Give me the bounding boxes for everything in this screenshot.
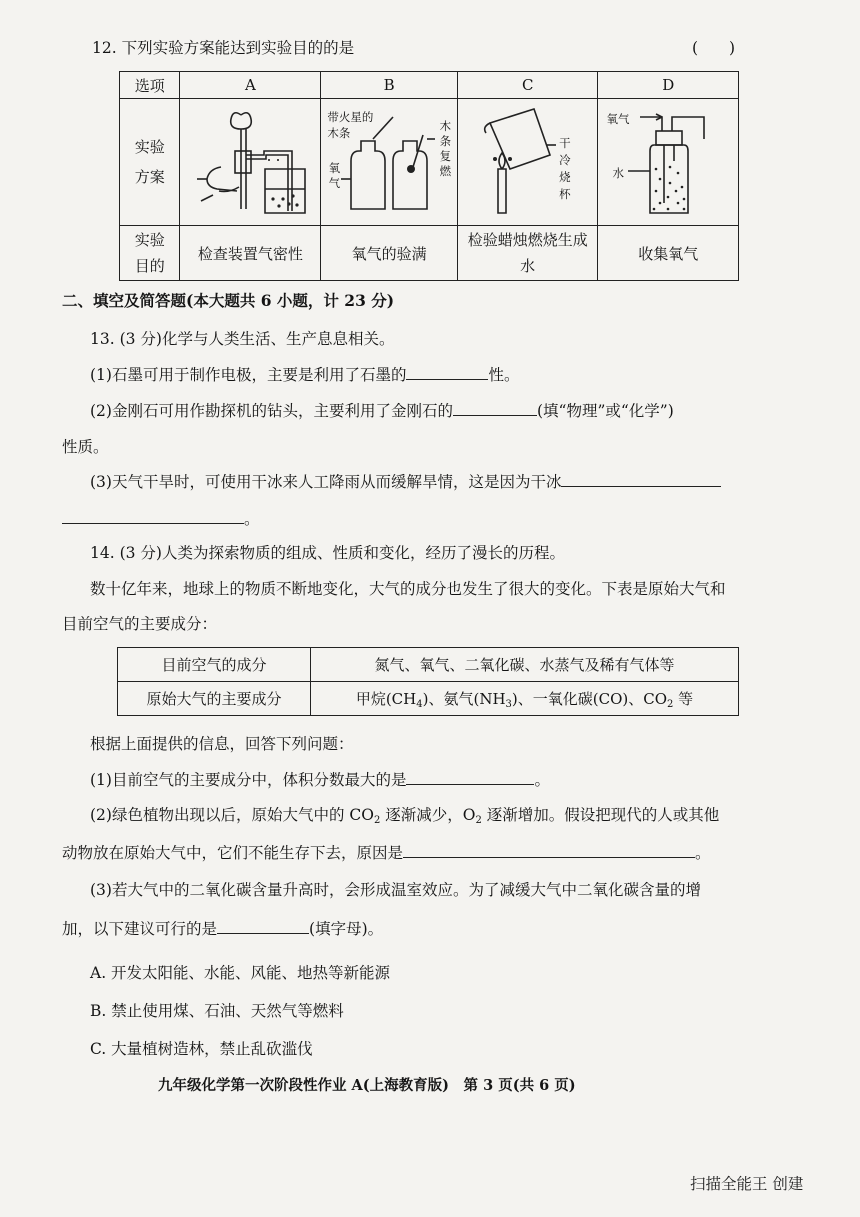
- answer-blank[interactable]: [453, 400, 537, 416]
- q13-part1: (1)石墨可用于制作电极，主要是利用了石墨的 性。: [90, 366, 520, 384]
- answer-blank[interactable]: [217, 918, 309, 934]
- diagram-a: [180, 99, 321, 226]
- atmosphere-table: [117, 647, 739, 716]
- answer-blank[interactable]: [561, 471, 721, 487]
- q14-part3: (3)若大气中的二氧化碳含量升高时，会形成温室效应。为了减缓大气中二氧化碳含量的增: [90, 881, 701, 899]
- row-header-scheme: 实验方案: [120, 99, 180, 226]
- experiment-table: [119, 71, 739, 281]
- q13-part2: (2)金刚石可用作勘探机的钻头，主要利用了金刚石的 (填“物理”或“化学”): [90, 402, 674, 420]
- option-b: B: [321, 72, 458, 99]
- purpose-c: 检验蜡烛燃烧生成水: [457, 226, 598, 281]
- q14-part1: (1)目前空气的主要成分中，体积分数最大的是 。: [90, 771, 550, 789]
- label-glowing-stick: 带火星的木条: [327, 110, 374, 140]
- answer-blank[interactable]: [62, 508, 244, 524]
- diagram-c: [457, 99, 598, 226]
- q12-stem: 12. 下列实验方案能达到实验目的的是: [92, 39, 355, 57]
- section-heading: 二、填空及简答题(本大题共 6 小题，计 23 分): [62, 291, 395, 310]
- page-footer: 九年级化学第一次阶段性作业 A(上海教育版) 第 3 页(共 6 页): [158, 1077, 576, 1094]
- answer-blank[interactable]: [406, 769, 534, 785]
- primitive-air-label: 原始大气的主要成分: [118, 682, 311, 716]
- scanner-watermark: 扫描全能王 创建: [690, 1175, 804, 1193]
- answer-blank[interactable]: [403, 842, 695, 858]
- label-oxygen-d: 氧气: [606, 112, 630, 126]
- q13-part2-cont: 性质。: [62, 438, 109, 456]
- oxygen-test-drawing: [321, 99, 459, 221]
- q14-part2: (2)绿色植物出现以后，原始大气中的 $CO_2$ 逐渐减少，$O_2$ 逐渐增加。假设把现代的人或其他: [90, 806, 720, 826]
- diagram-d: [598, 99, 739, 226]
- airtightness-apparatus-drawing: [181, 99, 319, 221]
- option-d: D: [598, 72, 739, 99]
- candle-beaker-drawing: [458, 99, 596, 221]
- q13-stem: 13. (3 分)化学与人类生活、生产息息相关。: [90, 330, 395, 348]
- primitive-air-value: 甲烷$(CH_4)$、氨气$(NH_3)$、一氧化碳(CO)、$CO_2$ 等: [311, 682, 739, 716]
- purpose-a: 检查装置气密性: [180, 226, 321, 281]
- q14-option-b: B. 禁止使用煤、石油、天然气等燃料: [90, 1002, 344, 1020]
- purpose-d: 收集氧气: [598, 226, 739, 281]
- q14-lead: 根据上面提供的信息，回答下列问题：: [90, 735, 354, 753]
- q14-intro-line1: 数十亿年来，地球上的物质不断地变化，大气的成分也发生了很大的变化。下表是原始大气和: [90, 580, 726, 598]
- label-stick-relights: 木条复燃: [439, 119, 452, 178]
- q12-answer-paren: ( ): [692, 39, 736, 57]
- q14-part2-cont: 动物放在原始大气中，它们不能生存下去，原因是 。: [62, 844, 711, 862]
- q13-part3-cont: 。: [62, 508, 260, 530]
- option-c: C: [457, 72, 598, 99]
- q14-stem: 14. (3 分)人类为探索物质的组成、性质和变化，经历了漫长的历程。: [90, 544, 565, 562]
- purpose-b: 氧气的验满: [321, 226, 458, 281]
- row-header-purpose: 实验目的: [120, 226, 180, 281]
- q14-intro-line2: 目前空气的主要成分：: [62, 615, 218, 633]
- current-air-label: 目前空气的成分: [118, 648, 311, 682]
- q14-part3-cont: 加，以下建议可行的是 (填字母)。: [62, 920, 384, 938]
- row-header-option: 选项: [120, 72, 180, 99]
- q14-option-c: C. 大量植树造林，禁止乱砍滥伐: [90, 1040, 313, 1058]
- answer-blank[interactable]: [406, 364, 488, 380]
- label-dry-cold-beaker: 干冷烧杯: [559, 136, 571, 201]
- q13-part3: (3)天气干旱时，可使用干冰来人工降雨从而缓解旱情，这是因为干冰: [90, 471, 721, 493]
- label-oxygen-b: 氧气: [328, 161, 341, 190]
- current-air-value: 氮气、氧气、二氧化碳、水蒸气及稀有气体等: [311, 648, 739, 682]
- gas-collection-drawing: [598, 99, 738, 221]
- q14-option-a: A. 开发太阳能、水能、风能、地热等新能源: [90, 964, 391, 982]
- label-water: 水: [612, 166, 624, 180]
- diagram-b: [321, 99, 458, 226]
- option-a: A: [180, 72, 321, 99]
